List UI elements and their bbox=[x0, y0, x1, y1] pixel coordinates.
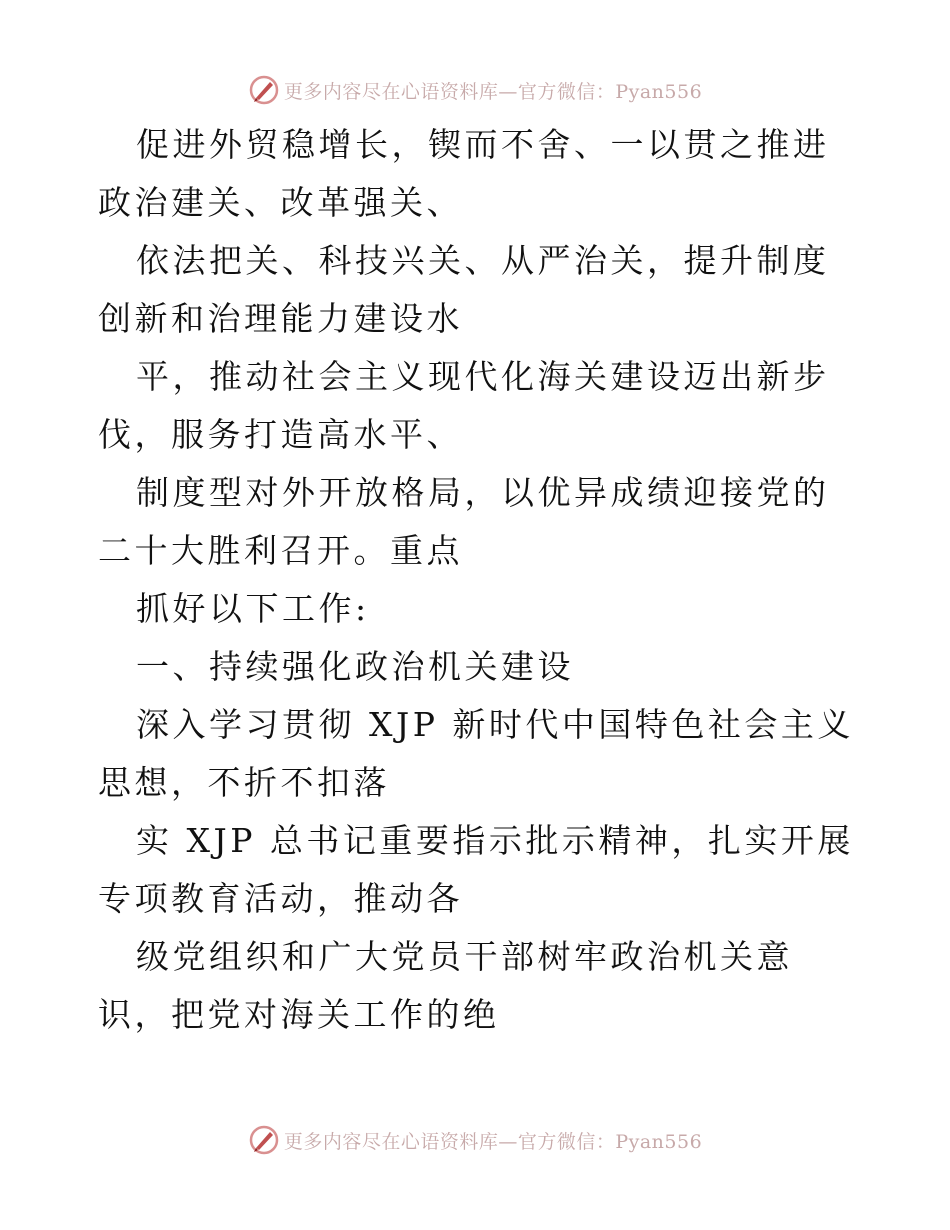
paragraph: 深入学习贯彻 XJP 新时代中国特色社会主义思想，不折不扣落 bbox=[98, 705, 854, 802]
header-watermark bbox=[0, 70, 950, 110]
footer-watermark bbox=[0, 1120, 950, 1160]
paragraph: 制度型对外开放格局，以优异成绩迎接党的二十大胜利召开。重点 bbox=[98, 473, 830, 570]
watermark-text: 更多内容尽在心语资料库—官方微信：Pyan556 bbox=[283, 1130, 703, 1153]
quill-pen-circle-icon bbox=[248, 1124, 280, 1156]
paragraph: 依法把关、科技兴关、从严治关，提升制度创新和治理能力建设水 bbox=[98, 241, 830, 338]
paragraph: 级党组织和广大党员干部树牢政治机关意识，把党对海关工作的绝 bbox=[98, 937, 793, 1034]
paragraph: 抓好以下工作: bbox=[136, 589, 370, 628]
paragraph: 促进外贸稳增长，锲而不舍、一以贯之推进政治建关、改革强关、 bbox=[98, 125, 830, 222]
watermark-text: 更多内容尽在心语资料库—官方微信：Pyan556 bbox=[283, 80, 703, 103]
section-heading: 一、持续强化政治机关建设 bbox=[136, 647, 574, 686]
paragraph: 实 XJP 总书记重要指示批示精神，扎实开展专项教育活动，推动各 bbox=[98, 821, 854, 918]
paragraph: 平，推动社会主义现代化海关建设迈出新步伐，服务打造高水平、 bbox=[98, 357, 830, 454]
quill-pen-circle-icon bbox=[248, 74, 280, 106]
document-body bbox=[98, 116, 858, 1044]
